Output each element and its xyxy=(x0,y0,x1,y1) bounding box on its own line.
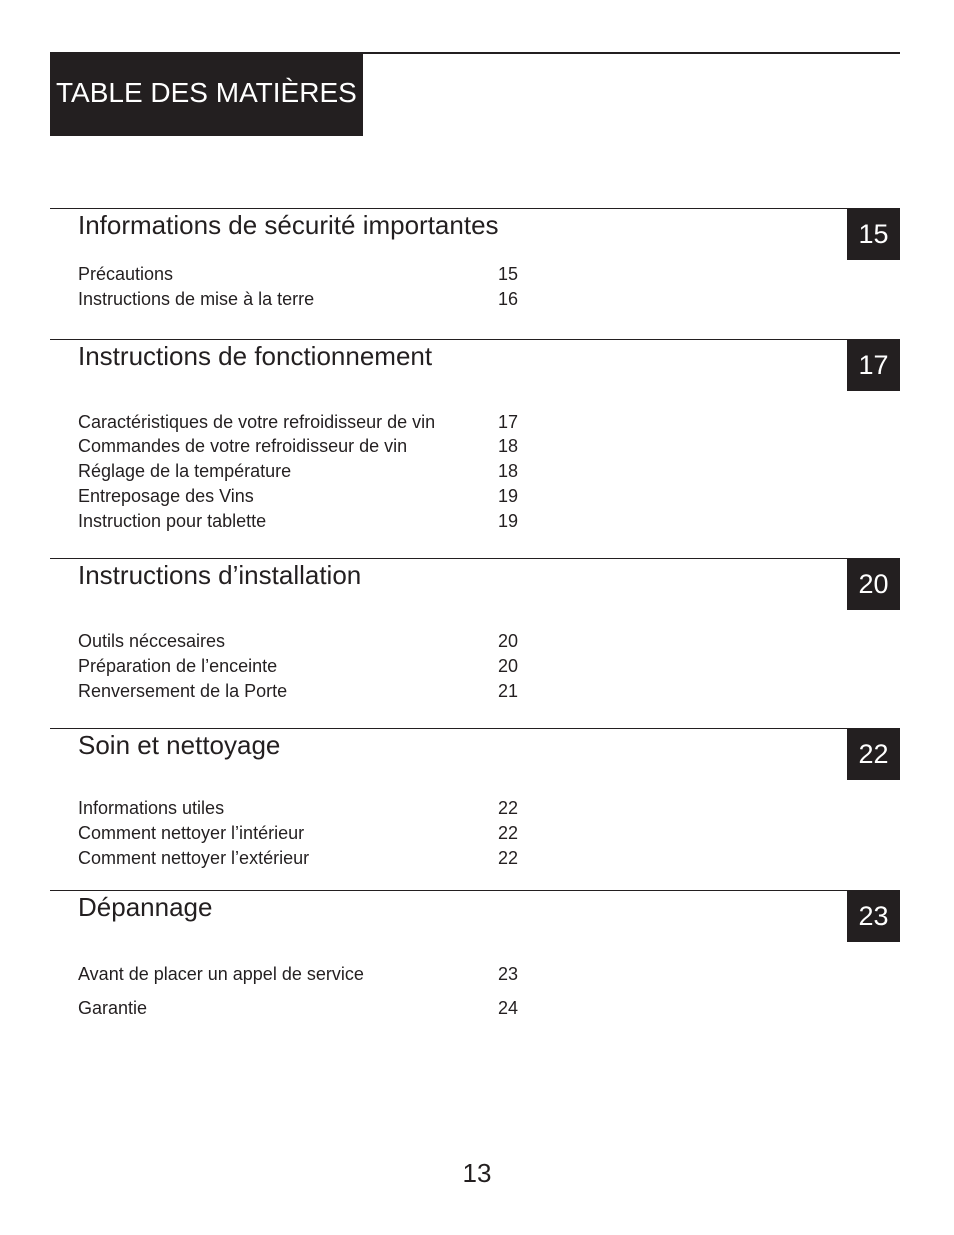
toc-entry: Instruction pour tablette xyxy=(78,511,267,531)
section-tab: 23 xyxy=(847,890,900,942)
toc-entry: Comment nettoyer l’intérieur xyxy=(78,823,305,843)
toc-entry-page: 23 xyxy=(498,964,519,984)
toc-entry: Commandes de votre refroidisseur de vin xyxy=(78,436,408,456)
toc-entry-page: 18 xyxy=(498,461,519,481)
section-tab: 17 xyxy=(847,339,900,391)
toc-entry-page: 21 xyxy=(498,681,519,701)
toc-entry: Préparation de l’enceinte xyxy=(78,656,278,676)
toc-entry: Garantie xyxy=(78,998,148,1018)
toc-entry-page: 22 xyxy=(498,848,519,868)
toc-entry: Entreposage des Vins xyxy=(78,486,254,506)
toc-entry: Comment nettoyer l’extérieur xyxy=(78,848,310,868)
page-number: 13 xyxy=(462,1158,492,1188)
toc-entry: Avant de placer un appel de service xyxy=(78,964,364,984)
section-tab: 22 xyxy=(847,728,900,780)
toc-entry: Réglage de la température xyxy=(78,461,292,481)
toc-entry-page: 15 xyxy=(498,264,519,284)
section-divider xyxy=(50,728,900,729)
section-divider xyxy=(50,339,900,340)
section-tab: 20 xyxy=(847,558,900,610)
section-title: Soin et nettoyage xyxy=(78,730,281,760)
toc-entry: Caractéristiques de votre refroidisseur de vin xyxy=(78,412,436,432)
section-title: Instructions d’installation xyxy=(78,560,362,590)
toc-entry: Renversement de la Porte xyxy=(78,681,288,701)
toc-entry-page: 17 xyxy=(498,412,519,432)
toc-entry: Instructions de mise à la terre xyxy=(78,289,315,309)
toc-entry-page: 22 xyxy=(498,823,519,843)
section-title: Informations de sécurité importantes xyxy=(78,210,499,240)
page-title: TABLE DES MATIÈRES xyxy=(50,53,363,136)
section-title: Dépannage xyxy=(78,892,213,922)
toc-entry-page: 19 xyxy=(498,511,519,531)
toc-entry: Précautions xyxy=(78,264,174,284)
toc-entry: Outils néccesaires xyxy=(78,631,226,651)
toc-entry-page: 18 xyxy=(498,436,519,456)
section-divider xyxy=(50,890,900,891)
toc-entry-page: 19 xyxy=(498,486,519,506)
section-tab: 15 xyxy=(847,208,900,260)
toc-entry-page: 20 xyxy=(498,656,519,676)
toc-entry-page: 20 xyxy=(498,631,519,651)
section-divider xyxy=(50,208,900,209)
toc-entry-page: 16 xyxy=(498,289,519,309)
section-divider xyxy=(50,558,900,559)
toc-entry-page: 24 xyxy=(498,998,519,1018)
toc-entry-page: 22 xyxy=(498,798,519,818)
section-title: Instructions de fonctionnement xyxy=(78,341,433,371)
toc-entry: Informations utiles xyxy=(78,798,225,818)
